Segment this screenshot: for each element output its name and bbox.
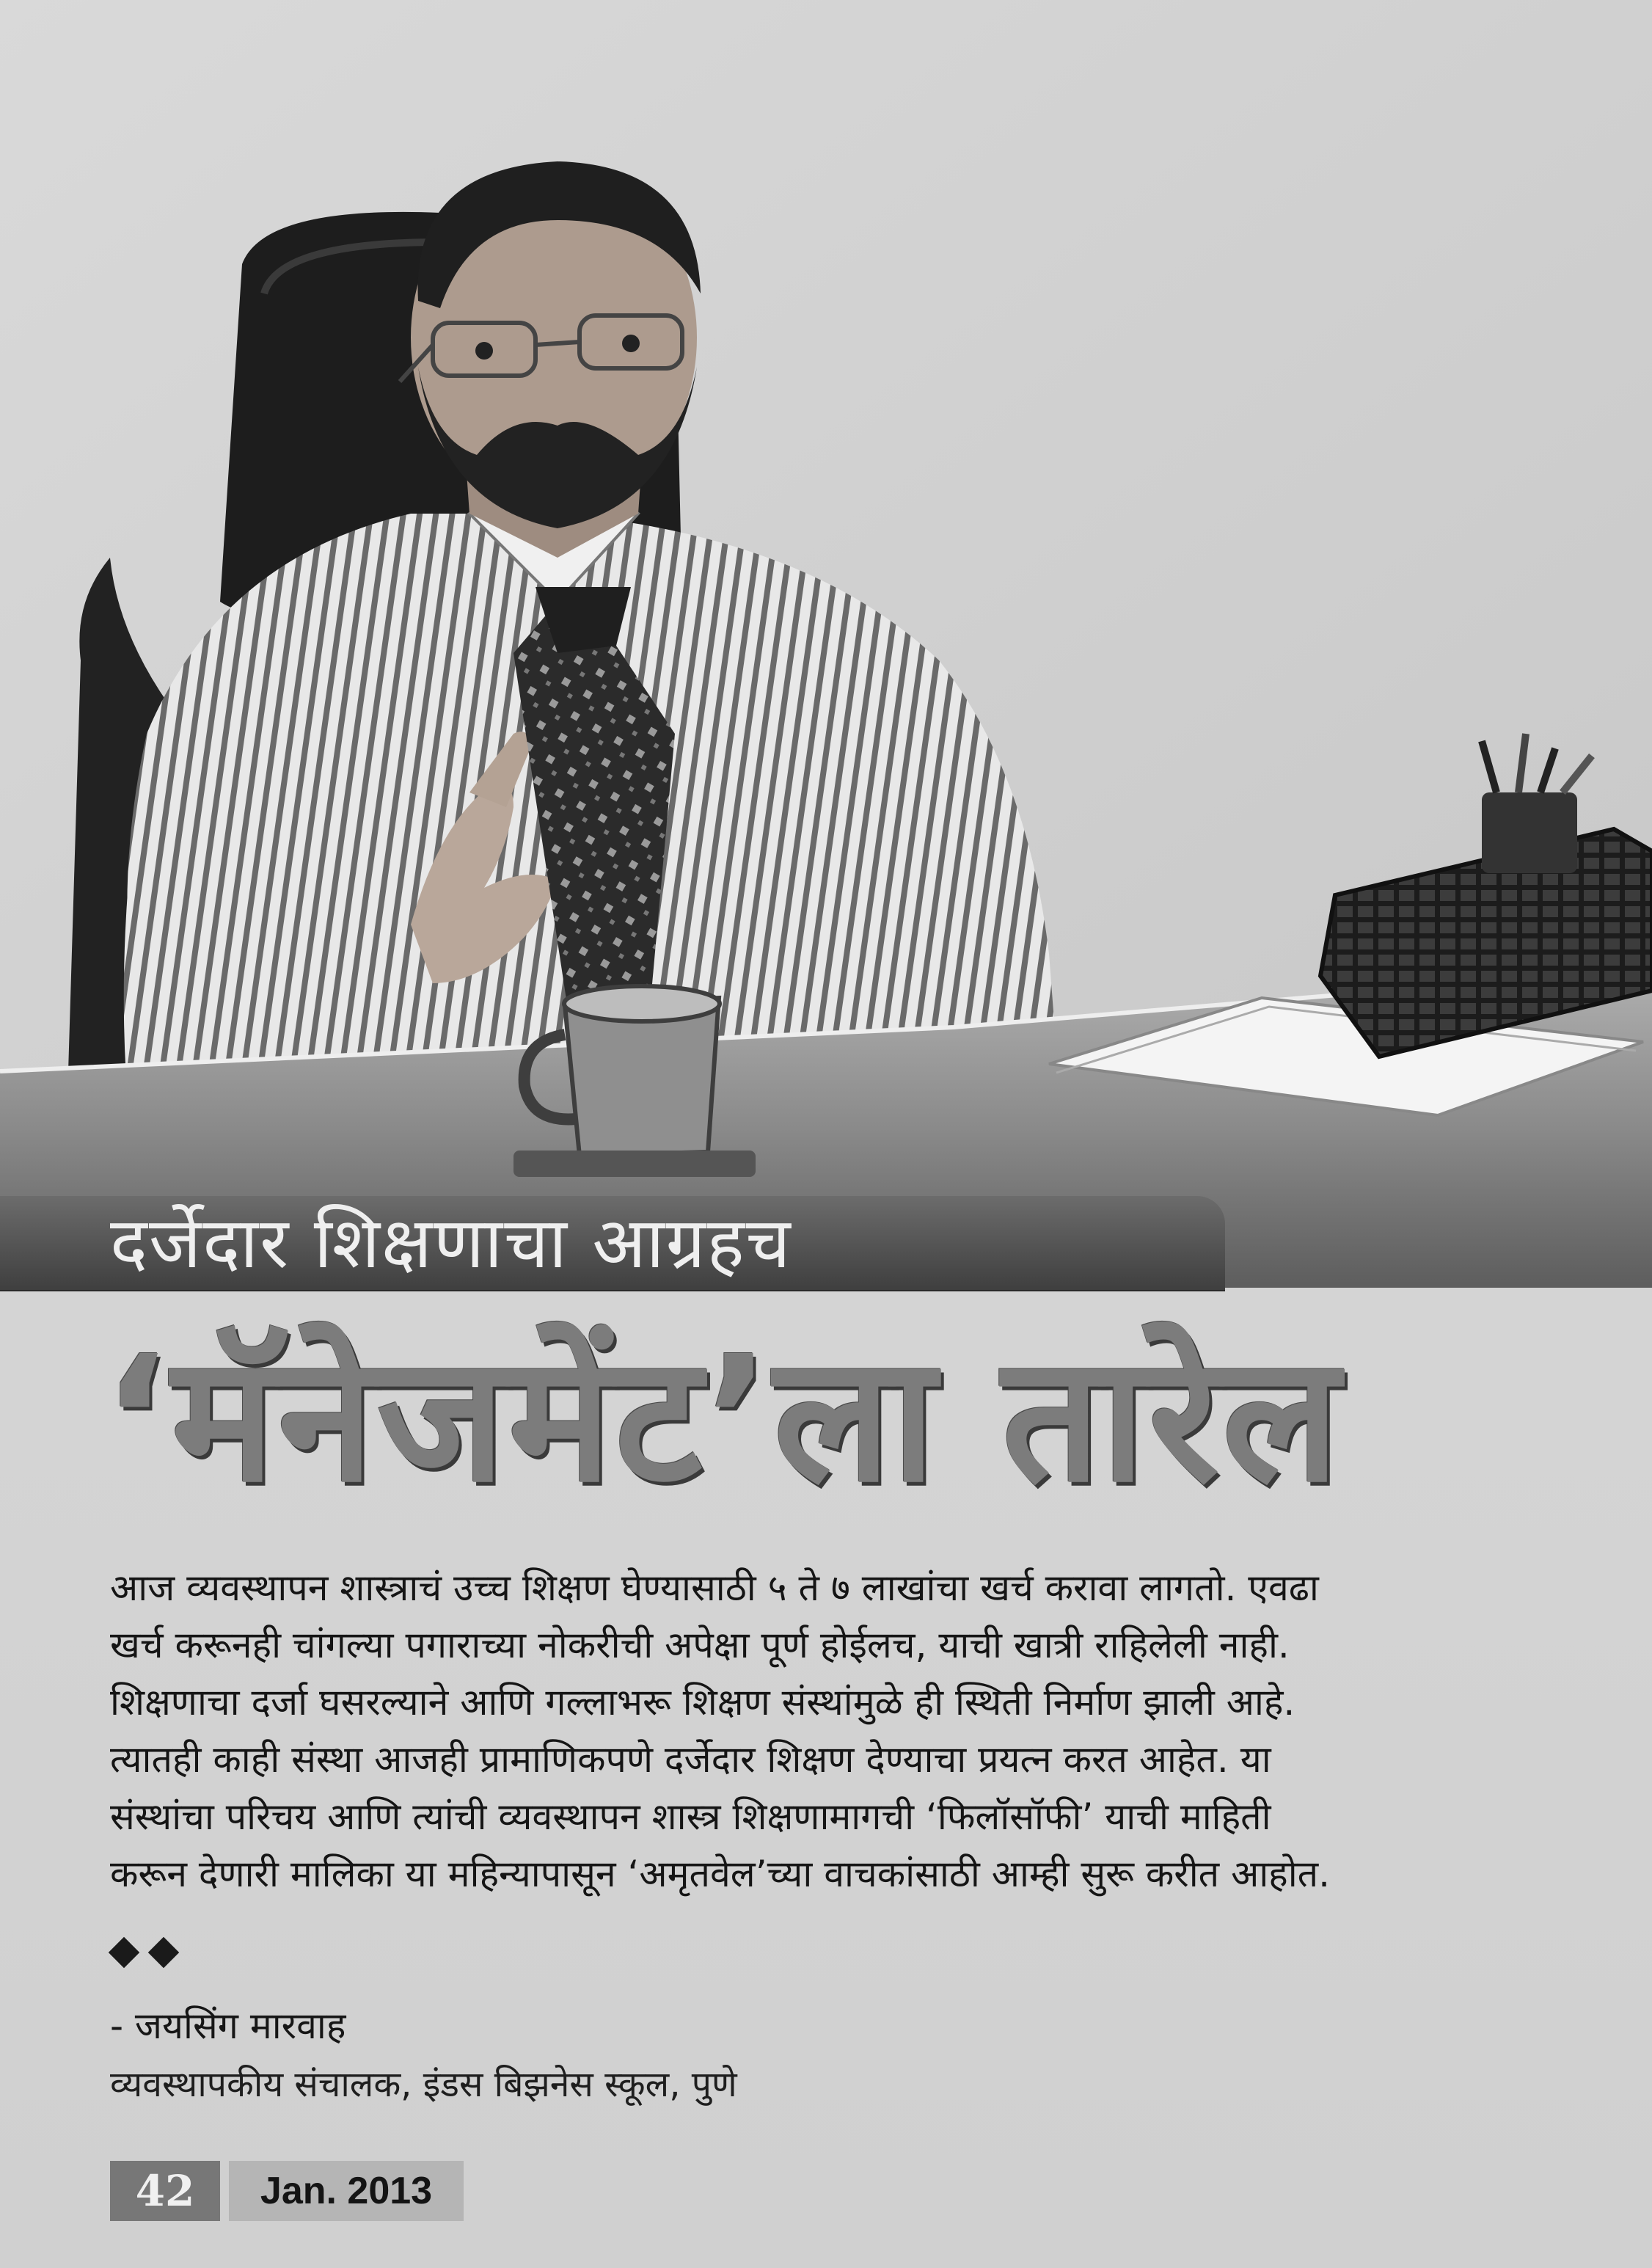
intro-line: त्यातही काही संस्था आजही प्रामाणिकपणे दर्जेदार शिक्षण देण्याचा प्रयत्न करत आहेत. या — [110, 1738, 1271, 1781]
intro-paragraph — [110, 1559, 1489, 1904]
author-name: - जयसिंग मारवाह — [110, 2005, 346, 2047]
page-number: 42 — [110, 2161, 220, 2221]
intro-line: आज व्यवस्थापन शास्त्राचं उच्च शिक्षण घेण्यासाठी ५ ते ७ लाखांचा खर्च करावा लागतो. एवढा — [110, 1567, 1319, 1609]
author-role: व्यवस्थापकीय संचालक, इंडस बिझनेस स्कूल, पुणे — [110, 2064, 737, 2105]
intro-line: संस्थांचा परिचय आणि त्यांची व्यवस्थापन शास्त्र शिक्षणामागची ‘फिलॉसॉफी’ याची माहिती — [110, 1795, 1271, 1838]
separator — [110, 1937, 198, 1974]
headline: ‘मॅनेजमेंट’ला तारेल — [103, 1319, 1343, 1520]
diamond-icon — [148, 1937, 179, 1968]
kicker-text: दर्जेदार शिक्षणाचा आग्रहच — [110, 1202, 792, 1284]
intro-line: शिक्षणाचा दर्जा घसरल्याने आणि गल्लाभरू शिक्षण संस्थांमुळे ही स्थिती निर्माण झाली आहे. — [110, 1681, 1295, 1724]
issue-date: Jan. 2013 — [229, 2161, 464, 2221]
intro-line: खर्च करूनही चांगल्या पगाराच्या नोकरीची अपेक्षा पूर्ण होईलच, याची खात्री राहिलेली नाही. — [110, 1624, 1290, 1666]
intro-line: करून देणारी मालिका या महिन्यापासून ‘अमृतवेल’च्या वाचकांसाठी आम्ही सुरू करीत आहोत. — [110, 1853, 1331, 1895]
diamond-icon — [109, 1937, 139, 1968]
